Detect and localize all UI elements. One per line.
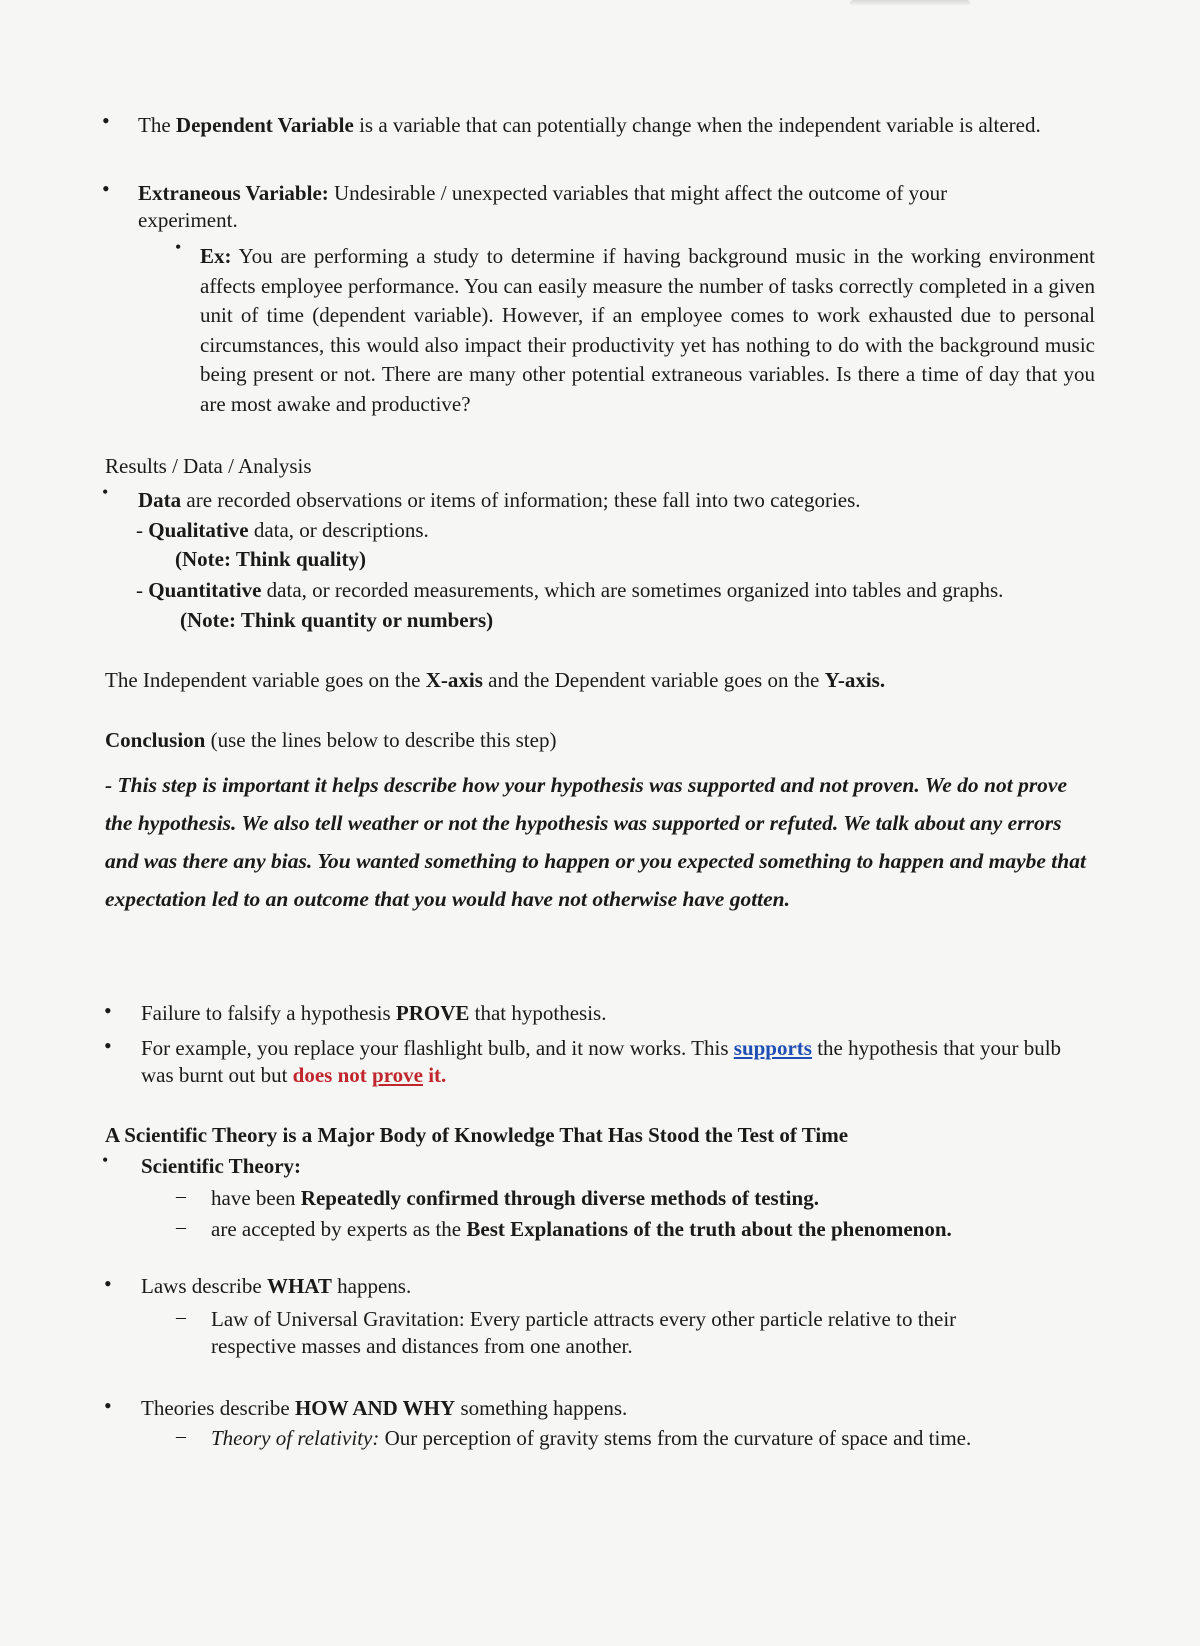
quantitative-item: - Quantitative data, or recorded measurements, which are sometimes organized into tables and graphs. bbox=[136, 578, 1004, 602]
bullet-theories: • bbox=[104, 1393, 112, 1418]
dependent-variable-term: Dependent Variable bbox=[175, 113, 354, 137]
data-definition: Data are recorded observations or items of information; these fall into two categories. bbox=[138, 488, 861, 512]
extraneous-variable-item: Extraneous Variable: Undesirable / unexpected variables that might affect the outcome of your experiment. bbox=[138, 181, 948, 232]
qualitative-note: (Note: Think quality) bbox=[175, 547, 366, 571]
bullet-theory: • bbox=[102, 1150, 109, 1170]
qualitative-item: - Qualitative data, or descriptions. bbox=[136, 518, 429, 542]
law-gravitation: Law of Universal Gravitation: Every particle attracts every other particle relative to their respective masses and distances from one another. bbox=[211, 1307, 957, 1358]
results-heading: Results / Data / Analysis bbox=[105, 454, 312, 478]
theory-heading: A Scientific Theory is a Major Body of Knowledge That Has Stood the Test of Time bbox=[105, 1123, 849, 1147]
bullet-example: • bbox=[175, 237, 182, 257]
bullet-laws: • bbox=[104, 1271, 112, 1296]
falsify-item: Failure to falsify a hypothesis PROVE that hypothesis. bbox=[141, 1001, 607, 1025]
dash-repeated: – bbox=[176, 1185, 186, 1207]
theory-relativity: Theory of relativity: Our perception of gravity stems from the curvature of space and time. bbox=[211, 1426, 972, 1450]
axes-statement: The Independent variable goes on the X-axis and the Dependent variable goes on the Y-axis. bbox=[105, 668, 886, 692]
bullet-falsify: • bbox=[104, 998, 112, 1023]
extraneous-example: Ex: You are performing a study to determine if having background music in the working environment affects employee performance. You can easily measure the number of tasks correctly completed in a given unit of time (dependent variable). However, if an employee comes to work exhausted due to personal circumstances, this would also impact their productivity yet has nothing to do with the background music being present or not. There are many other potential extraneous variables. Is there a time of day that you are most awake and productive? bbox=[200, 244, 1095, 416]
theories-item: Theories describe HOW AND WHY something happens. bbox=[141, 1396, 628, 1420]
conclusion-heading: Conclusion (use the lines below to describe this step) bbox=[105, 728, 557, 752]
conclusion-body: - This step is important it helps describe how your hypothesis was supported and not proven. We do not prove the hypothesis. We also tell weather or not the hypothesis was supported or refuted. We talk about any errors and was there any bias. You wanted something to happen or you expected something to happen and maybe that expectation led to an outcome that you would have not otherwise have gotten. bbox=[105, 773, 1086, 911]
laws-item: Laws describe WHAT happens. bbox=[141, 1274, 412, 1298]
dash-relativity: – bbox=[176, 1425, 186, 1447]
supports-link[interactable]: supports bbox=[733, 1036, 812, 1060]
dash-gravitation: – bbox=[176, 1306, 186, 1328]
extraneous-variable-term: Extraneous Variable: bbox=[138, 181, 329, 205]
bullet-flashlight: • bbox=[104, 1033, 112, 1058]
theory-item-repeated: have been Repeatedly confirmed through diverse methods of testing. bbox=[211, 1186, 819, 1210]
dependent-variable-item: The Dependent Variable is a variable that can potentially change when the independent variable is altered. bbox=[138, 113, 1041, 137]
dash-accepted: – bbox=[176, 1216, 186, 1238]
theory-item-accepted: are accepted by experts as the Best Explanations of the truth about the phenomenon. bbox=[211, 1217, 952, 1241]
quantitative-note: (Note: Think quantity or numbers) bbox=[180, 608, 494, 632]
flashlight-example: For example, you replace your flashlight bulb, and it now works. This supports the hypothesis that your bulb was burnt out but does not prove it. bbox=[141, 1036, 1062, 1087]
bullet-dependent: • bbox=[102, 108, 110, 133]
theory-label: Scientific Theory: bbox=[141, 1154, 302, 1178]
bullet-extraneous: • bbox=[102, 176, 110, 201]
scan-shadow bbox=[850, 0, 970, 6]
bullet-data: • bbox=[102, 482, 109, 502]
